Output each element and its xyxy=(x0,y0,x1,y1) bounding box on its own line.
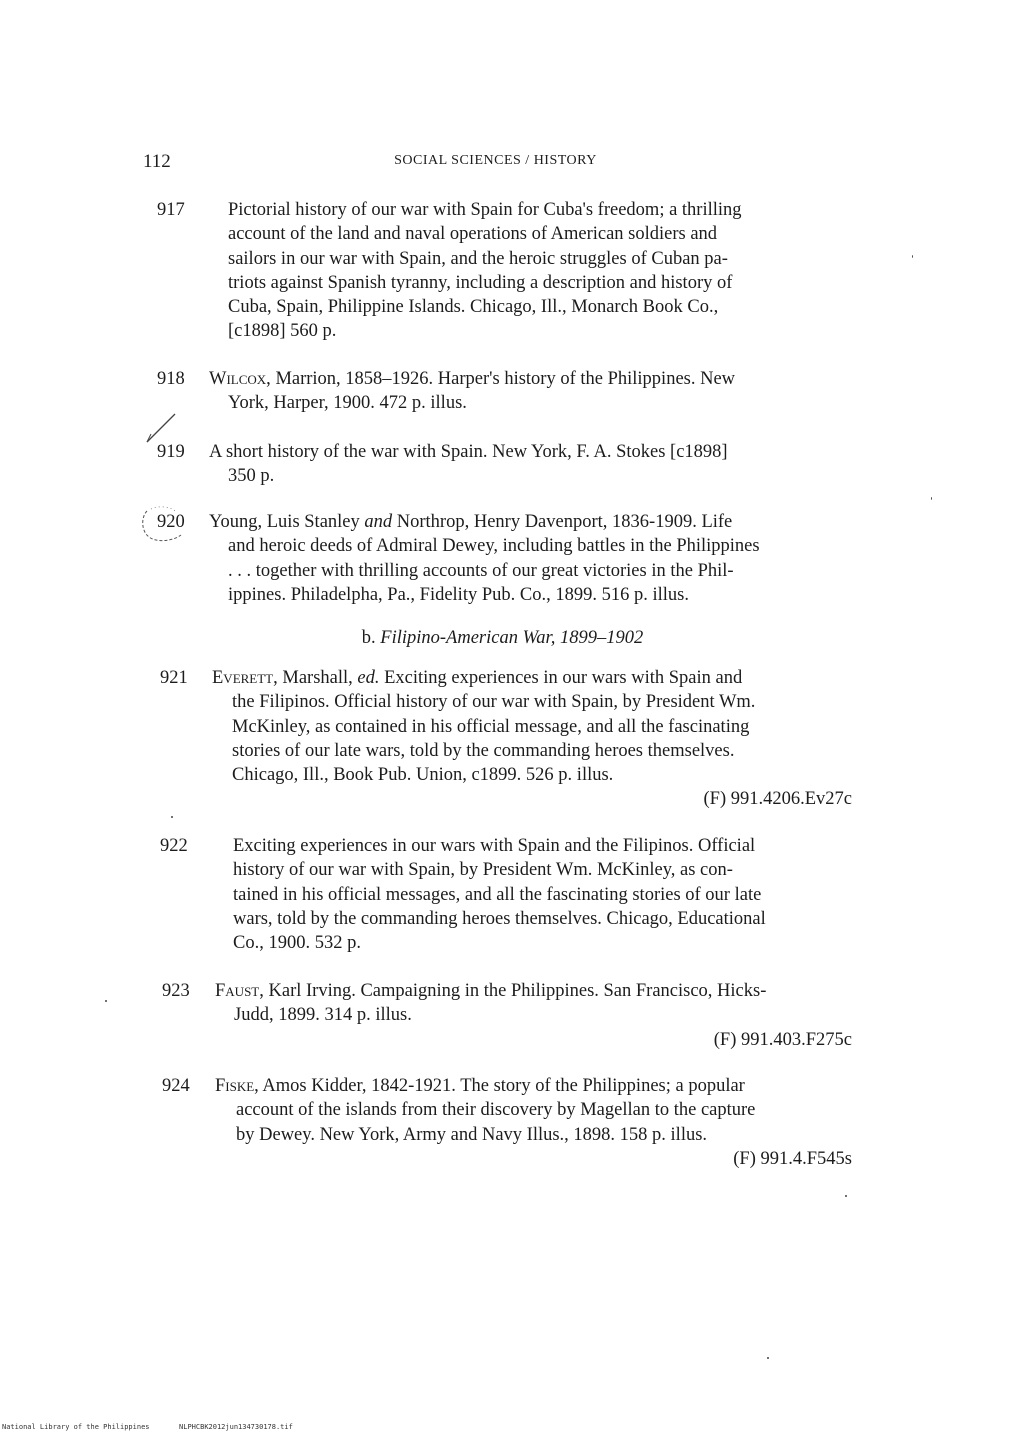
entry-author: Wilcox, xyxy=(209,369,271,389)
entry-first-line: A short history of the war with Spain. New York, F. A. Stokes [c1898] xyxy=(209,442,728,462)
scan-speck xyxy=(105,1000,107,1002)
entry-first-line xyxy=(212,666,852,690)
entry-author: Fiske, xyxy=(215,1076,259,1096)
entry-line: account of the land and naval operations of American soldiers and xyxy=(228,224,718,245)
entry-919 xyxy=(143,440,852,489)
entry-line: wars, told by the commanding heroes themselves. Chicago, Educational xyxy=(233,908,766,929)
footer-library: National Library of the Philippines xyxy=(2,1423,150,1431)
entry-line: Chicago, Ill., Book Pub. Union, c1899. 526 p. illus. xyxy=(232,765,614,786)
call-number: (F) 991.4.F545s xyxy=(733,1148,852,1169)
call-number: (F) 991.403.F275c xyxy=(713,1029,852,1050)
entry-first-line xyxy=(215,979,852,1003)
entry-line: Co., 1900. 532 p. xyxy=(233,933,361,954)
entry-917 xyxy=(143,198,852,344)
scan-speck xyxy=(767,1357,769,1359)
entry-line: Pictorial history of our war with Spain for Cuba's freedom; a thrilling xyxy=(228,200,742,220)
entry-line: Cuba, Spain, Philippine Islands. Chicago, Ill., Monarch Book Co., xyxy=(228,297,719,318)
entry-text: Amos Kidder, 1842-1921. The story of the Philippines; a popular xyxy=(258,1076,745,1096)
entry-ed: ed. xyxy=(357,668,380,688)
entry-line: York, Harper, 1900. 472 p. illus. xyxy=(228,393,467,414)
subheading-title: Filipino-American War, 1899–1902 xyxy=(380,628,644,648)
entry-923 xyxy=(143,979,852,1052)
footer-file-id: NLPHCBK2012jun134730178.tif xyxy=(179,1423,293,1431)
entry-line: ippines. Philadelpha, Pa., Fidelity Pub. Co., 1899. 516 p. illus. xyxy=(228,584,689,605)
subheading-label: b. xyxy=(361,628,376,648)
entry-line: by Dewey. New York, Army and Navy Illus., 1898. 158 p. illus. xyxy=(236,1124,708,1145)
page-header xyxy=(143,151,848,175)
entry-line: . . . together with thrilling accounts of our great victories in the Phil- xyxy=(228,560,734,581)
entry-line: [c1898] 560 p. xyxy=(228,321,337,342)
entry-924 xyxy=(143,1074,852,1171)
entry-line: and heroic deeds of Admiral Dewey, including battles in the Philippines xyxy=(228,536,760,557)
entry-text: Young, Luis Stanley xyxy=(209,512,365,532)
pencil-check-mark xyxy=(145,412,179,446)
entry-and: and xyxy=(364,512,393,532)
entry-line: the Filipinos. Official history of our war with Spain, by President Wm. xyxy=(232,692,756,713)
entry-line: tained in his official messages, and all the fascinating stories of our late xyxy=(233,884,762,905)
page-number: 112 xyxy=(143,151,171,172)
entry-text: Northrop, Henry Davenport, 1836-1909. Life xyxy=(392,512,733,532)
entry-author: Faust, xyxy=(215,981,264,1001)
entry-text: Marshall, xyxy=(277,668,358,688)
entry-number: 920 xyxy=(157,512,185,532)
entry-line: history of our war with Spain, by President Wm. McKinley, as con- xyxy=(233,860,733,881)
entry-number: 919 xyxy=(157,442,185,462)
entry-line: stories of our late wars, told by the commanding heroes themselves. xyxy=(232,740,735,761)
section-subheading xyxy=(143,628,852,649)
entry-number: 921 xyxy=(160,668,188,688)
entry-number: 922 xyxy=(160,836,188,856)
pencil-circle-mark xyxy=(139,505,209,543)
entry-918 xyxy=(143,367,852,416)
entry-line: triots against Spanish tyranny, including a description and history of xyxy=(228,272,733,293)
entry-line: McKinley, as contained in his official message, and all the fascinating xyxy=(232,716,750,737)
scan-footer xyxy=(2,1423,293,1431)
scan-speck xyxy=(845,1195,847,1197)
entry-first-line xyxy=(215,1074,852,1098)
entry-number: 923 xyxy=(162,981,190,1001)
scan-speck xyxy=(171,816,173,818)
entry-number: 918 xyxy=(157,369,185,389)
entry-line: 350 p. xyxy=(228,466,275,487)
entry-text: Karl Irving. Campaigning in the Philippines. San Francisco, Hicks- xyxy=(263,981,767,1001)
entry-line: account of the islands from their discovery by Magellan to the capture xyxy=(236,1100,756,1121)
entry-line: Judd, 1899. 314 p. illus. xyxy=(234,1005,412,1026)
entry-920 xyxy=(143,510,852,607)
scan-speck xyxy=(912,255,913,258)
entry-first-line xyxy=(209,367,852,391)
running-head: SOCIAL SCIENCES / HISTORY xyxy=(394,153,597,168)
entry-text: Exciting experiences in our wars with Spain and xyxy=(379,668,743,688)
entry-922 xyxy=(143,834,852,955)
entry-author: Everett, xyxy=(212,668,278,688)
scan-speck xyxy=(931,497,932,500)
entry-number: 917 xyxy=(157,200,185,220)
entry-text: Marrion, 1858–1926. Harper's history of the Philippines. New xyxy=(270,369,736,389)
entry-number: 924 xyxy=(162,1076,190,1096)
call-number: (F) 991.4206.Ev27c xyxy=(703,789,852,810)
entry-line: sailors in our war with Spain, and the heroic struggles of Cuban pa- xyxy=(228,248,728,269)
entry-921 xyxy=(143,666,852,812)
entry-first-line xyxy=(209,510,852,534)
entry-line: Exciting experiences in our wars with Spain and the Filipinos. Official xyxy=(233,836,756,856)
